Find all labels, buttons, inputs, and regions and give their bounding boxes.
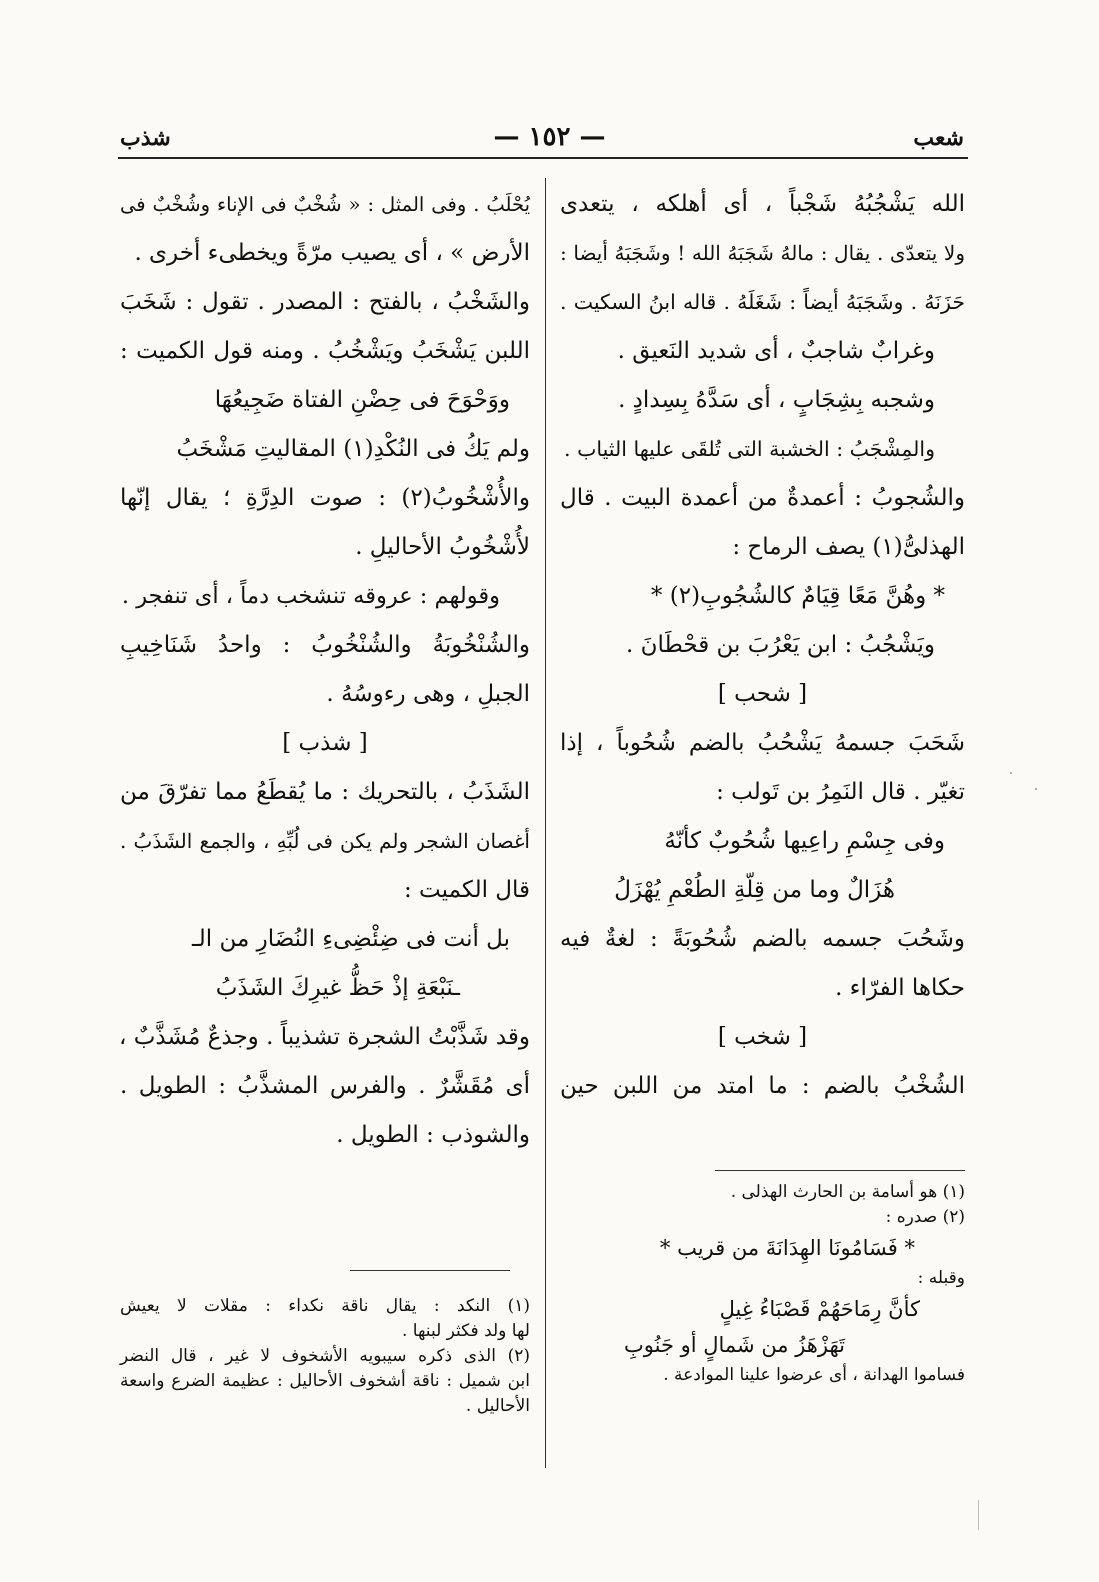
verse-line: بل أنت فى ضِئْضِىءِ النُضَارِ من الـ	[192, 926, 510, 952]
text-line: تغيّر . قال النَمِرُ بن تَولب :	[716, 779, 965, 805]
footnote-rule-left	[350, 1270, 510, 1271]
page-number: — ١٥٢ —	[493, 122, 606, 152]
header-entry-right: شعب	[913, 125, 964, 151]
text-line: والشوذب : الطويل .	[336, 1122, 530, 1148]
footnote-verse: * فَسَامُونَا الهِدَانَةَ من قريب *	[659, 1236, 915, 1260]
text-line: لأُشْخُوبُ الأحاليلِ .	[355, 534, 530, 560]
verse-line: ولم يَكُ فى النُكْدِ(١) المقاليتِ مَشْخَبُ	[176, 436, 530, 462]
left-column	[120, 180, 530, 1160]
footnote-line: وقبله :	[917, 1268, 965, 1288]
text-line: الله يَشْجُبُهُ شَجْباً ، أى أهلكه ، يتعدى	[560, 191, 965, 217]
text-line: ولا يتعدّى . يقال : مالهُ شَجَبَهُ الله ! وشَجَبَهُ أيضا :	[560, 241, 965, 265]
verse-line: * وهُنَّ مَعًا قِيَامٌ كالشُجُوبِ(٢) *	[650, 583, 945, 609]
text-line: ويَشْجُبُ : ابن يَعْرُبَ بن قحْطَانَ .	[625, 632, 935, 658]
right-footnotes	[560, 1180, 965, 1388]
footnote-line: الأحاليل .	[465, 1396, 530, 1416]
text-line: والشُجوبُ : أعمدةٌ من أعمدة البيت . قال	[560, 485, 965, 511]
footnote-line: (١) النكد : يقال ناقة نكداء : مقلات لا يعيش	[120, 1296, 530, 1316]
right-column	[560, 180, 965, 1111]
text-line: وغرابٌ شاجبٌ ، أى شديد النَعيق .	[617, 338, 935, 364]
text-line: والشَخْبُ ، بالفتح : المصدر . تقول : شَخَبَ	[120, 289, 530, 315]
footnote-verse: كأنَّ رِمَاحَهُمْ قَصْبَاءُ غِيلٍ	[719, 1297, 920, 1321]
text-line: اللبن يَشْخَبُ ويَشْخُبُ . ومنه قول الكميت :	[120, 338, 530, 364]
footnote-verse: تَهَزْهَزُ من شَمالٍ أو جَنُوبِ	[623, 1333, 845, 1357]
footnote-line: ابن شميل : ناقة أشخوف الأحاليل : عظيمة الضرع واسعة	[120, 1371, 530, 1391]
verse-line: ووَحْوَحَ فى حِضْنِ الفتاة ضَجِيعُهَا	[214, 387, 510, 413]
text-line: أغصان الشجر ولم يكن فى لُبِّهِ ، والجمع الشَذَبُ .	[120, 829, 530, 853]
text-line: الشُخْبُ بالضم : ما امتد من اللبن حين	[560, 1073, 965, 1099]
verse-line: وفى جِسْمِ راعِيها شُحُوبٌ كأنّهُ	[664, 828, 945, 854]
text-line: الهذلىُّ(١) يصف الرماح :	[732, 534, 965, 560]
header-entry-left: شذب	[120, 125, 171, 151]
paper-speck	[1010, 772, 1012, 774]
text-line: والشُنْخُوبَةُ والشُنْخُوبُ : واحدُ شَنَاخِيبِ	[120, 632, 530, 658]
left-footnotes	[120, 1294, 530, 1419]
footnote-rule-right	[715, 1170, 965, 1171]
text-line: وشجبه بِشِجَابٍ ، أى سَدَّهُ بِسِدادٍ .	[618, 387, 935, 413]
text-line: الأرض » ، أى يصيب مرّةً ويخطىء أخرى .	[134, 240, 530, 266]
footnote-line: لها ولد فكثر لبنها .	[401, 1321, 530, 1341]
footnote-line: (١) هو أسامة بن الحارث الهذلى .	[730, 1182, 965, 1202]
text-line: وقد شَذَّبْتُ الشجرة تشذيباً . وجذعٌ مُشَذَّبٌ ،	[119, 1024, 530, 1050]
text-line: الجبلِ ، وهى رءوسُهُ .	[326, 681, 530, 707]
text-line: والأُشْخُوبُ(٢) : صوت الدِرَّةِ ؛ يقال إنّها	[120, 485, 530, 511]
section-heading: [ شذب ]	[282, 730, 368, 756]
paper-mark	[978, 1500, 979, 1530]
verse-line: ـنَبْعَةِ إذْ حَظُّ غيرِكَ الشَذَبُ	[215, 975, 460, 1001]
footnote-line: (٢) الذى ذكره سيبويه الأشخوف لا غير ، قال النضر	[120, 1346, 530, 1366]
text-line: والمِشْجَبُ : الخشبة التى تُلقَى عليها الثياب .	[564, 437, 935, 461]
section-heading: [ شحب ]	[717, 681, 808, 707]
text-line: يُحْلَبُ . وفى المثل : « شُخْبٌ فى الإناء وشُخْبٌ فى	[120, 193, 530, 216]
footnote-line: (٢) صدره :	[885, 1207, 965, 1227]
text-line: حكاها الفرّاء .	[835, 975, 965, 1001]
text-line: وقولهم : عروقه تنشخب دماً ، أى تنفجر .	[121, 583, 500, 609]
header-rule	[118, 157, 968, 159]
text-line: أى مُقَشَّرٌ . والفرس المشذَّبُ : الطويل .	[120, 1073, 530, 1099]
text-line: شَحَبَ جسمهُ يَشْحُبُ بالضم شُحُوباً ، إذا	[560, 730, 965, 756]
verse-line: هُزَالٌ وما من قِلّةِ الطُعْمِ يُهْزَلُ	[614, 877, 895, 903]
text-line: وشَحُبَ جسمه بالضم شُحُوبَةً : لغةٌ فيه	[560, 926, 965, 952]
footnote-line: فساموا الهدانة ، أى عرضوا علينا الموادعة .	[663, 1365, 965, 1385]
text-line: حَزَنَهُ . وشَجَبَهُ أيضاً : شَغَلَهُ . قاله ابنُ السكيت .	[560, 290, 965, 314]
section-heading: [ شخب ]	[717, 1024, 808, 1050]
column-divider	[545, 178, 546, 1468]
text-line: الشَذَبُ ، بالتحريك : ما يُقطَعُ مما تفرّقَ من	[120, 779, 530, 805]
text-line: قال الكميت :	[403, 877, 530, 903]
paper-speck	[1035, 788, 1037, 790]
